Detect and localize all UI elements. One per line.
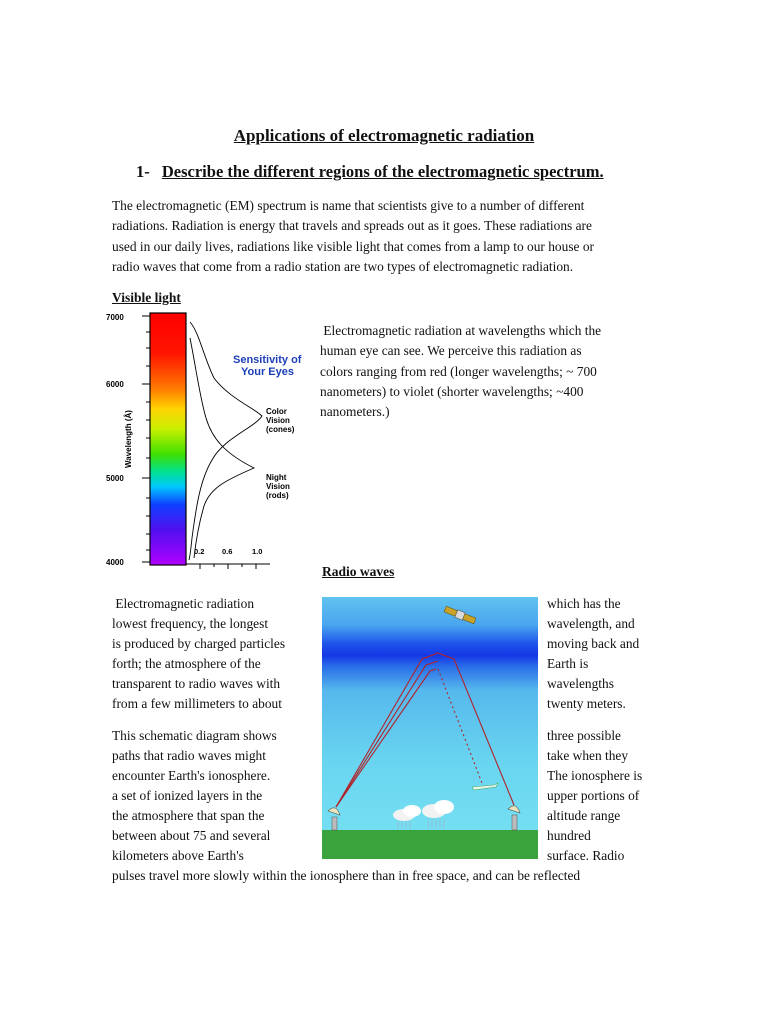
radio-left-line: paths that radio waves might: [112, 748, 266, 763]
eye-sensitivity-figure: [104, 308, 318, 574]
color-vision-label: Vision: [266, 416, 290, 425]
sky: [322, 597, 538, 830]
figure-title: Your Eyes: [241, 366, 294, 378]
radio-left-line: transparent to radio waves with: [112, 676, 281, 691]
radio-left-line: Electromagnetic radiation: [112, 596, 255, 611]
x-tick-label: 0.6: [222, 547, 233, 556]
page-title: Applications of electromagnetic radiation: [233, 126, 535, 145]
radio-left-line: from a few millimeters to about: [112, 696, 282, 711]
radio-right-line: wavelength, and: [547, 616, 635, 631]
color-vision-label: (cones): [266, 425, 295, 434]
radio-right-line: twenty meters.: [547, 696, 626, 711]
radio-right-line: Earth is: [547, 656, 589, 671]
question-text: Describe the different regions of the electromagnetic spectrum.: [161, 162, 604, 181]
radio-left-line: This schematic diagram shows: [112, 728, 277, 743]
radio-final-line: pulses travel more slowly within the ionosphere than in free space, and can be reflected: [112, 868, 581, 883]
radio-right-line: take when they: [547, 748, 629, 763]
y-tick-label: 6000: [106, 380, 124, 389]
spectrum-bar: [150, 313, 186, 565]
question-number: 1-: [136, 162, 150, 181]
radio-left-line: encounter Earth's ionosphere.: [112, 768, 271, 783]
visible-light-line: nanometers.): [320, 404, 390, 420]
intro-line: used in our daily lives, radiations like visible light that comes from a lamp to our house or: [112, 238, 594, 254]
night-vision-label: Vision: [266, 482, 290, 491]
radio-right-line: upper portions of: [547, 788, 640, 803]
radio-right-line: wavelengths: [547, 676, 614, 691]
visible-light-line: colors ranging from red (longer wavelengths; ~ 700: [320, 363, 597, 379]
radio-right-line: altitude range: [547, 808, 621, 823]
figure-title: Sensitivity of: [233, 354, 302, 366]
visible-light-heading: Visible light: [112, 290, 181, 305]
ionosphere-diagram: [322, 597, 538, 859]
y-tick-label: 5000: [106, 474, 124, 483]
visible-light-line: nanometers) to violet (shorter wavelengths; ~400: [320, 383, 584, 399]
visible-light-paragraph: [320, 321, 650, 422]
radio-left-line: a set of ionized layers in the: [112, 788, 263, 803]
intro-line: radio waves that come from a radio station are two types of electromagnetic radiation.: [112, 258, 574, 274]
intro-line: radiations. Radiation is energy that travels and spreads out as it goes. These radiations are: [112, 218, 592, 234]
radio-right-line: hundred: [547, 828, 591, 843]
radio-right-line: surface. Radio: [547, 848, 625, 863]
ground: [322, 830, 538, 859]
visible-light-line: human eye can see. We perceive this radiation as: [320, 343, 582, 359]
radio-right-line: The ionosphere is: [547, 768, 643, 783]
x-tick-label: 0.2: [194, 547, 205, 556]
radio-left-line: forth; the atmosphere of the: [112, 656, 261, 671]
visible-light-line: Electromagnetic radiation at wavelengths which the: [320, 323, 602, 338]
radio-left-line: lowest frequency, the longest: [112, 616, 269, 631]
night-vision-label: Night: [266, 473, 287, 482]
radio-left-line: between about 75 and several: [112, 828, 271, 843]
x-tick-label: 1.0: [252, 547, 263, 556]
intro-line: The electromagnetic (EM) spectrum is name that scientists give to a number of different: [112, 198, 585, 213]
y-axis-label: Wavelength (Å): [124, 410, 133, 468]
intro-paragraph: [112, 196, 652, 277]
y-tick-label: 7000: [106, 313, 124, 322]
question-heading: [136, 162, 604, 182]
color-vision-label: Color: [266, 407, 287, 416]
radio-right-line: three possible: [547, 728, 622, 743]
radio-right-line: moving back and: [547, 636, 640, 651]
radio-left-line: the atmosphere that span the: [112, 808, 265, 823]
radio-right-line: which has the: [547, 596, 621, 611]
radio-left-line: is produced by charged particles: [112, 636, 286, 651]
y-tick-label: 4000: [106, 558, 124, 567]
radio-left-line: kilometers above Earth's: [112, 848, 244, 863]
night-vision-label: (rods): [266, 491, 289, 500]
radio-waves-heading: Radio waves: [322, 564, 395, 579]
